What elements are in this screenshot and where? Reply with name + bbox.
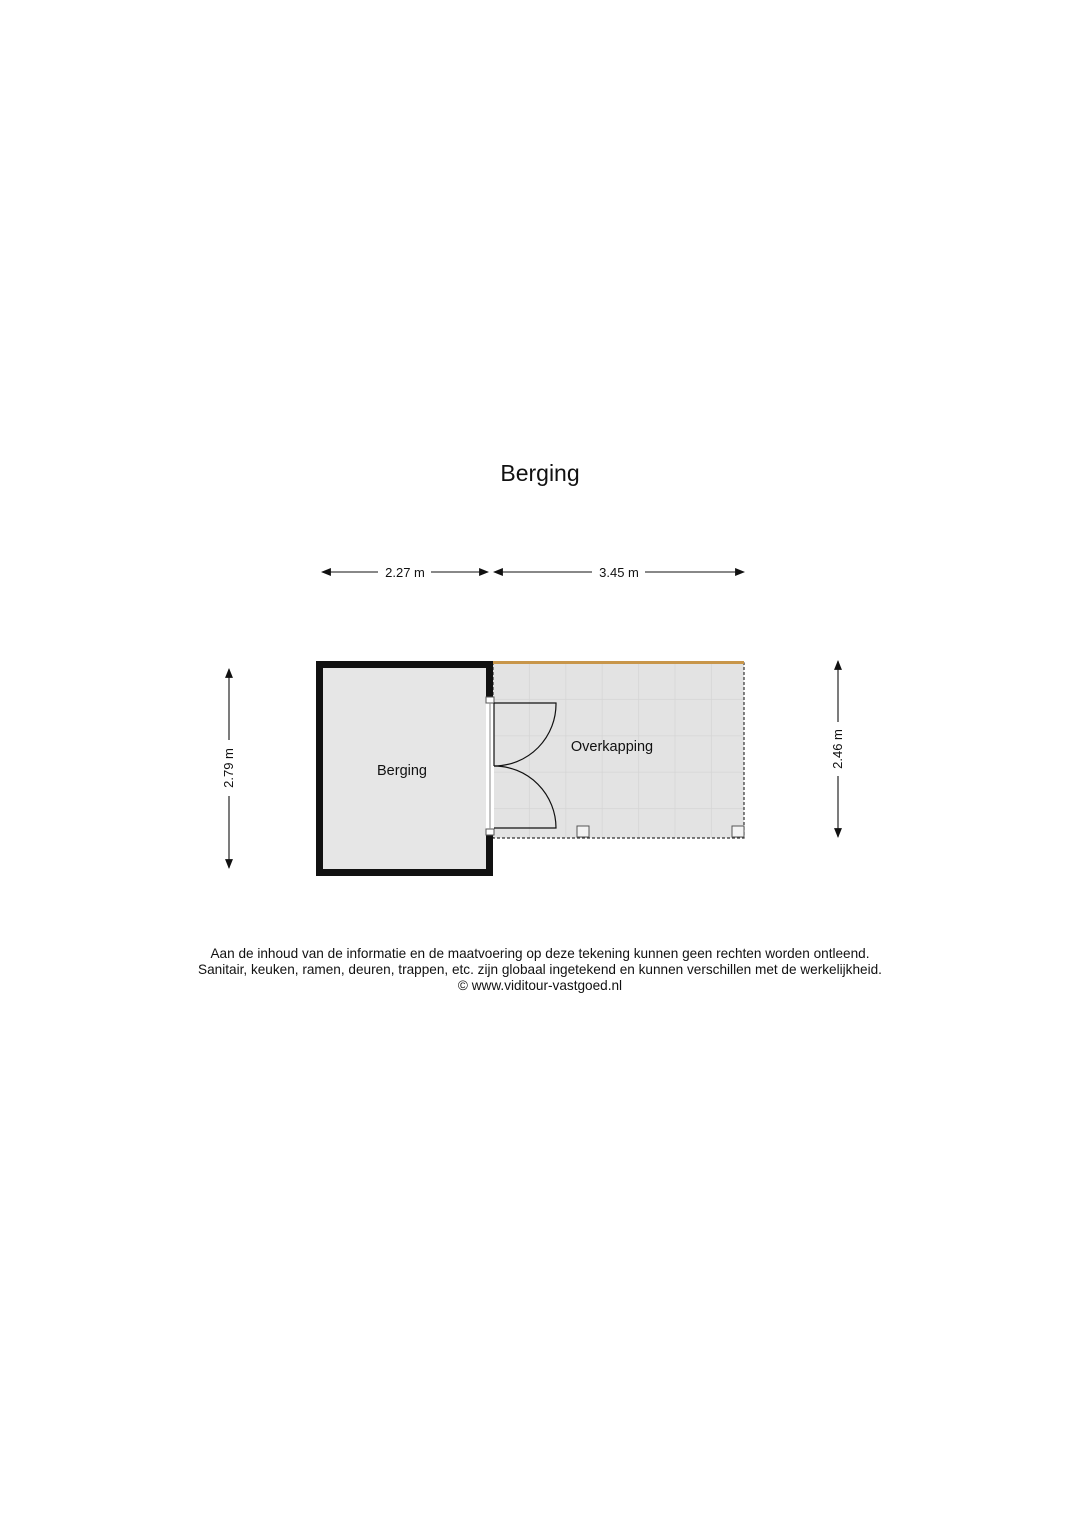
door-jamb-top [486,697,494,703]
dimension-right [830,661,845,837]
dimension-label-right: 2.46 m [830,729,845,769]
dimension-top-right [494,565,744,580]
dimension-left [221,669,236,868]
post-2 [732,826,744,837]
room-label-berging: Berging [377,763,427,779]
post-1 [577,826,589,837]
disclaimer [0,946,1080,994]
page-title: Berging [500,460,580,486]
door-jamb-bottom [486,829,494,835]
gutter-strip [493,661,744,664]
disclaimer-line-1: Aan de inhoud van de informatie en de maatvoering op deze tekening kunnen geen rechten worden ontleend. [210,946,870,961]
room-label-overkapping: Overkapping [570,739,654,755]
dimension-label-left: 2.79 m [221,748,236,788]
disclaimer-line-2: Sanitair, keuken, ramen, deuren, trappen, etc. zijn globaal ingetekend en kunnen verschillen met de werkelijkheid. [198,962,882,977]
copyright-line: © www.viditour-vastgoed.nl [457,978,623,993]
dimension-label-top-left: 2.27 m [385,565,425,580]
dimension-top-left [322,565,488,580]
dimension-label-top-right: 3.45 m [599,565,639,580]
